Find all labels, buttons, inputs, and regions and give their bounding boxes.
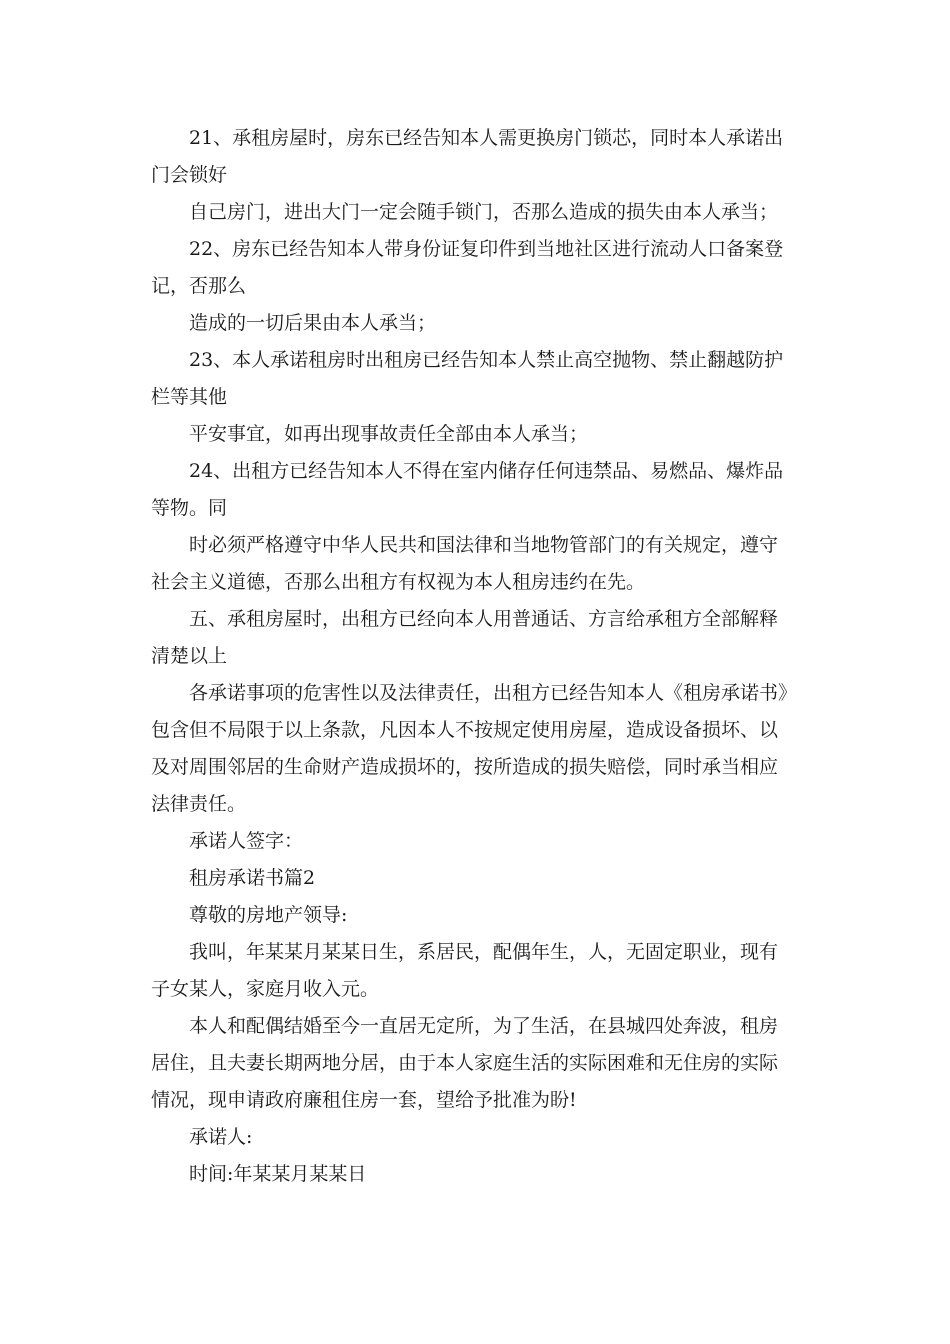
- paragraph-clause-23-a: 23、本人承诺租房时出租房已经告知本人禁止高空抛物、禁止翻越防护栏等其他: [151, 349, 784, 408]
- paragraph-clause-24-a: 24、出租方已经告知本人不得在室内储存任何违禁品、易燃品、爆炸品等物。同: [151, 460, 784, 519]
- paragraph-clause-23-b: 平安事宜，如再出现事故责任全部由本人承当；: [189, 423, 589, 445]
- paragraph-section-5-a: 五、承租房屋时，出租方已经向本人用普通话、方言给承租方全部解释清楚以上: [151, 608, 779, 667]
- paragraph-clause-21-b: 自己房门，进出大门一定会随手锁门，否那么造成的损失由本人承当；: [189, 201, 779, 223]
- paragraph-clause-24-b: 时必须严格遵守中华人民共和国法律和当地物管部门的有关规定，遵守社会主义道德，否那么出租方有权视为本人租房违约在先。: [151, 534, 779, 593]
- signature-line: 承诺人签字：: [189, 830, 304, 852]
- salutation: 尊敬的房地产领导:: [189, 904, 348, 926]
- paragraph-clause-22-a: 22、房东已经告知本人带身份证复印件到当地社区进行流动人口备案登记，否那么: [151, 238, 784, 297]
- document-body: [151, 120, 791, 1193]
- section-heading: 租房承诺书篇2: [189, 867, 316, 889]
- paragraph-section-5-b: 各承诺事项的危害性以及法律责任，出租方已经告知本人《租房承诺书》包含但不局限于以上条款，凡因本人不按规定使用房屋，造成设备损坏、以及对周围邻居的生命财产造成损坏的，按所造成的损失赔偿，同时承当相应法律责任。: [151, 682, 788, 815]
- promisor-line: 承诺人:: [189, 1126, 253, 1148]
- date-line: 时间:年某某月某某日: [189, 1163, 367, 1185]
- paragraph-intro: 我叫，年某某月某某日生，系居民，配偶年生，人，无固定职业，现有子女某人，家庭月收入元。: [151, 941, 779, 1000]
- paragraph-request: 本人和配偶结婚至今一直居无定所，为了生活，在县城四处奔波，租房居住，且夫妻长期两地分居，由于本人家庭生活的实际困难和无住房的实际情况，现申请政府廉租住房一套，望给予批准为盼!: [151, 1015, 779, 1111]
- paragraph-clause-22-b: 造成的一切后果由本人承当；: [189, 312, 437, 334]
- paragraph-clause-21-a: 21、承租房屋时，房东已经告知本人需更换房门锁芯，同时本人承诺出门会锁好: [151, 127, 784, 186]
